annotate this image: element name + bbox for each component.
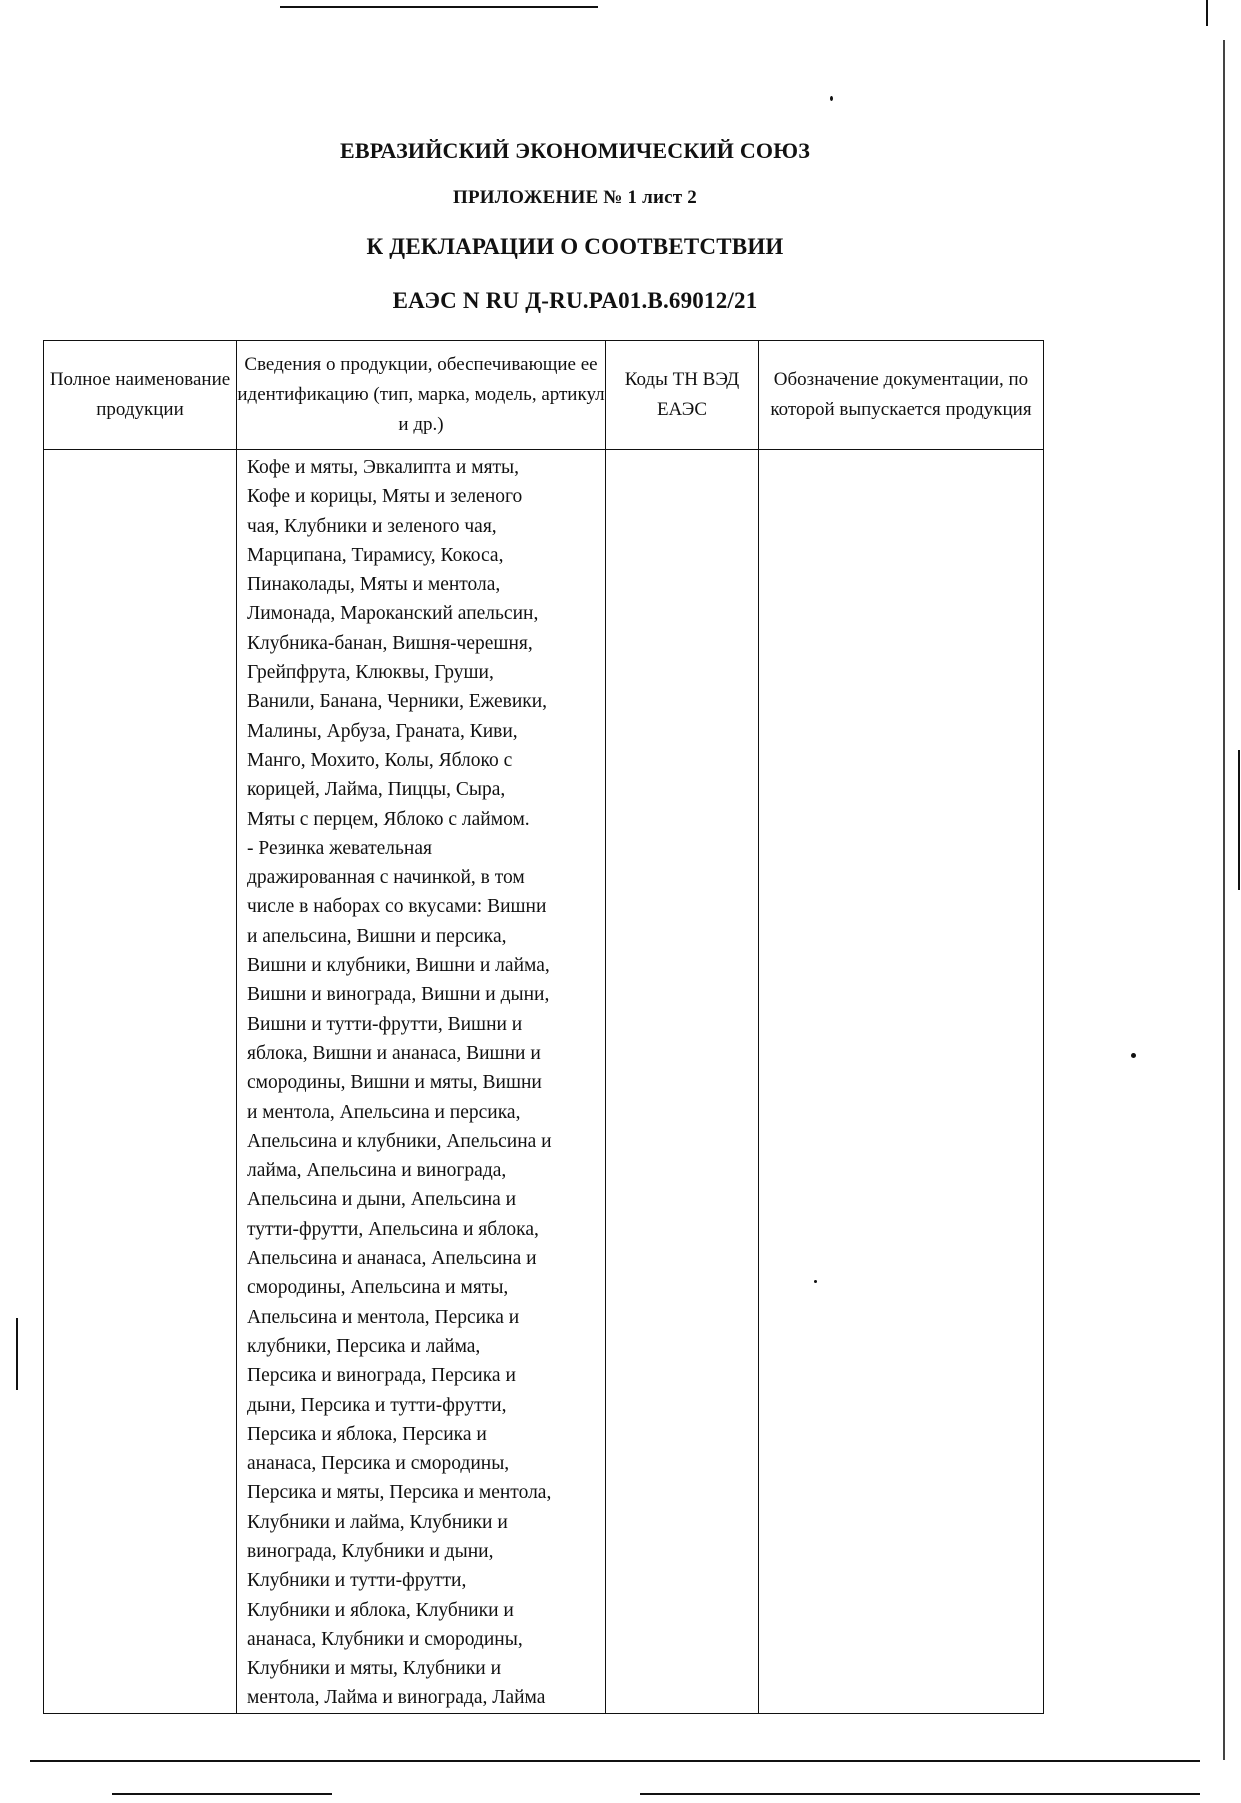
scan-edge-right (1206, 0, 1208, 26)
union-title: ЕВРАЗИЙСКИЙ ЭКОНОМИЧЕСКИЙ СОЮЗ (339, 138, 811, 163)
scan-speck (1131, 1053, 1136, 1058)
column-header-documentation: Обозначение документации, по которой выпускается продукция (759, 341, 1044, 450)
declaration-table (43, 340, 1044, 1714)
scan-mark-right (1238, 750, 1240, 890)
column-header-details: Сведения о продукции, обеспечивающие ее идентификацию (тип, марка, модель, артикул и др.) (237, 341, 606, 450)
scan-edge-bottom-3 (640, 1793, 1200, 1795)
scan-mark-left (16, 1318, 18, 1390)
table-row (44, 450, 1044, 1714)
cell-product-name (44, 450, 237, 1714)
cell-documentation (759, 450, 1044, 1714)
declaration-number: ЕАЭС N RU Д-RU.PA01.В.69012/21 (392, 288, 758, 313)
appendix-title: ПРИЛОЖЕНИЕ № 1 лист 2 (453, 187, 697, 208)
column-header-name: Полное наименование продукции (44, 341, 237, 450)
scan-edge-bottom (30, 1760, 1200, 1762)
table-header-row (44, 341, 1044, 450)
scan-speck (830, 96, 833, 101)
cell-codes (606, 450, 759, 1714)
column-header-codes: Коды ТН ВЭД ЕАЭС (606, 341, 759, 450)
cell-product-details (237, 450, 606, 1714)
product-details-text: Кофе и мяты, Эвкалипта и мяты, Кофе и корицы, Мяты и зеленого чая, Клубники и зеленого чая, Марципана, Тирамису, Кокоса, Пинаколады, Мяты и ментола, Лимонада, Мароканский апельсин, Клубника-банан, Вишня-черешня, Грейпфрута, Клюквы, Груши, Ванили, Банана, Черники, Ежевики, Малины, Арбуза, Граната, Киви, Манго, Мохито, Колы, Яблоко с корицей, Лайма, Пиццы, Сыра, Мяты с перцем, Яблоко с лаймом. - Резинка жевательная дражированная с начинкой, в том числе в наборах со вкусами: Вишни и апельсина, Вишни и персика, Вишни и клубники, Вишни и лайма, Вишни и винограда, Вишни и дыни, Вишни и тутти-фрутти, Вишни и яблока, Вишни и ананаса, Вишни и смородины, Вишни и мяты, Вишни и ментола, Апельсина и персика, Апельсина и клубники, Апельсина и лайма, Апельсина и винограда, Апельсина и дыни, Апельсина и тутти-фрутти, Апельсина и яблока, Апельсина и ананаса, Апельсина и смородины, Апельсина и мяты, Апельсина и ментола, Персика и клубники, Персика и лайма, Персика и винограда, Персика и дыни, Персика и тутти-фрутти, Персика и яблока, Персика и ананаса, Персика и смородины, Персика и мяты, Персика и ментола, Клубники и лайма, Клубники и винограда, Клубники и дыни, Клубники и тутти-фрутти, Клубники и яблока, Клубники и ананаса, Клубники и смородины, Клубники и мяты, Клубники и ментола, Лайма и винограда, Лайма (247, 457, 552, 1709)
scan-edge-right-long (1223, 40, 1225, 1760)
scan-edge-top (280, 6, 598, 8)
scan-edge-bottom-2 (112, 1793, 332, 1795)
declaration-title: К ДЕКЛАРАЦИИ О СООТВЕТСТВИИ (366, 234, 784, 259)
